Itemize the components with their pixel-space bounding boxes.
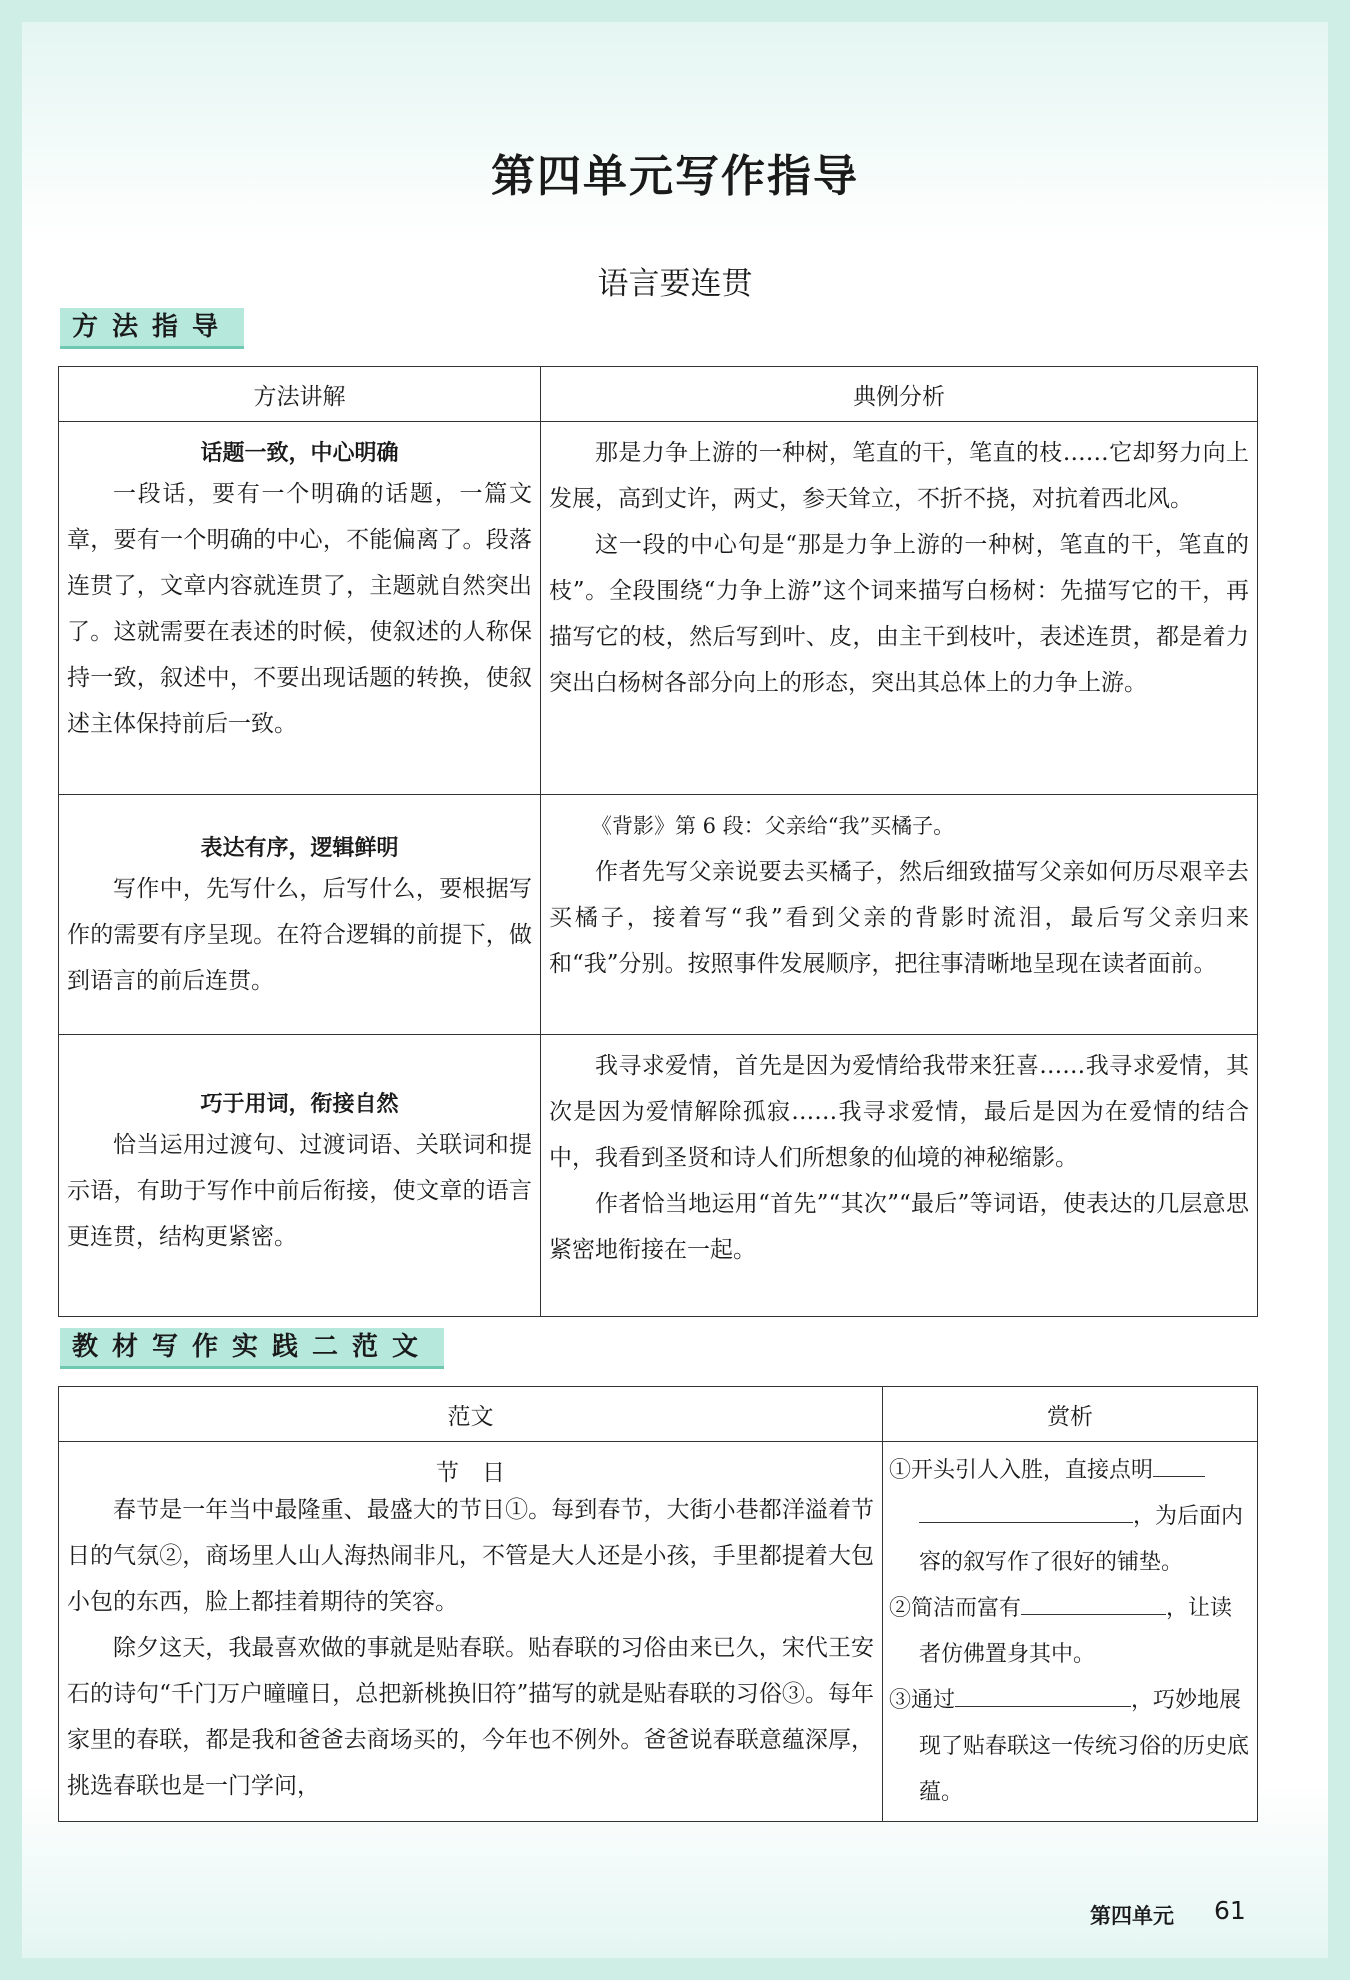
section-tag-model-essay: 教材写作实践二范文 — [60, 1328, 444, 1369]
column-header-method: 方法讲解 — [59, 367, 541, 422]
analysis-cell — [883, 1442, 1258, 1822]
example-text: 我寻求爱情，首先是因为爱情给我带来狂喜……我寻求爱情，其次是因为爱情解除孤寂……我寻求爱情，最后是因为在爱情的结合中，我看到圣贤和诗人们所想象的仙境的神秘缩影。 — [549, 1053, 1249, 1171]
page-subtitle: 语言要连贯 — [597, 266, 753, 302]
answer-blank[interactable] — [1021, 1590, 1166, 1615]
method-heading: 话题一致，中心明确 — [200, 441, 399, 466]
essay-paragraph: 春节是一年当中最隆重、最盛大的节日①。每到春节，大街小巷都洋溢着节日的气氛②，商场里人山人海热闹非凡，不管是大人还是小孩，手里都提着大包小包的东西，脸上都挂着期待的笑容。 — [67, 1497, 874, 1615]
page-title: 第四单元写作指导 — [491, 151, 859, 202]
method-cell — [59, 1035, 541, 1317]
method-text: 一段话，要有一个明确的话题，一篇文章，要有一个明确的中心，不能偏离了。段落连贯了，文章内容就连贯了，主题就自然突出了。这就需要在表述的时候，使叙述的人称保持一致，叙述中，不要出现话题的转换，使叙述主体保持前后一致。 — [67, 481, 532, 737]
answer-blank[interactable] — [919, 1498, 1133, 1523]
answer-blank[interactable] — [1153, 1452, 1205, 1477]
answer-blank[interactable] — [955, 1682, 1131, 1707]
table-row — [59, 1035, 1258, 1317]
essay-title: 节 日 — [436, 1460, 505, 1486]
method-text: 写作中，先写什么，后写什么，要根据写作的需要有序呈现。在符合逻辑的前提下，做到语言的前后连贯。 — [67, 876, 532, 994]
method-cell — [59, 795, 541, 1035]
essay-table — [58, 1386, 1258, 1822]
page-number: 61 — [1214, 1896, 1246, 1925]
essay-paragraph: 除夕这天，我最喜欢做的事就是贴春联。贴春联的习俗由来已久，宋代王安石的诗句“千门万户曈曈日，总把新桃换旧符”描写的就是贴春联的习俗③。每年家里的春联，都是我和爸爸去商场买的，今年也不例外。爸爸说春联意蕴深厚，挑选春联也是一门学问， — [67, 1635, 874, 1799]
method-cell — [59, 422, 541, 795]
method-text: 恰当运用过渡句、过渡词语、关联词和提示语，有助于写作中前后衔接，使文章的语言更连贯，结构更紧密。 — [67, 1132, 532, 1250]
footer-unit-label: 第四单元 — [1090, 1904, 1174, 1928]
column-header-example: 典例分析 — [541, 367, 1258, 422]
essay-cell — [59, 1442, 883, 1822]
method-table — [58, 366, 1258, 1317]
analysis-note: ③通过 ，巧妙地展现了贴春联这一传统习俗的历史底蕴。 — [889, 1678, 1251, 1816]
table-row — [59, 422, 1258, 795]
example-analysis: 作者恰当地运用“首先”“其次”“最后”等词语，使表达的几层意思紧密地衔接在一起。 — [549, 1191, 1249, 1263]
table-row — [59, 1442, 1258, 1822]
example-text: 那是力争上游的一种树，笔直的干，笔直的枝……它却努力向上发展，高到丈许，两丈，参天耸立，不折不挠，对抗着西北风。 — [549, 440, 1249, 512]
example-text: 《背影》第 6 段：父亲给“我”买橘子。 — [591, 814, 955, 838]
column-header-analysis: 赏析 — [883, 1387, 1258, 1442]
example-analysis: 作者先写父亲说要去买橘子，然后细致描写父亲如何历尽艰辛去买橘子，接着写“我”看到父亲的背影时流泪，最后写父亲归来和“我”分别。按照事件发展顺序，把往事清晰地呈现在读者面前。 — [549, 859, 1249, 977]
analysis-note: ②简洁而富有 ，让读者仿佛置身其中。 — [889, 1586, 1251, 1678]
example-cell — [541, 795, 1258, 1035]
section-tag-method: 方法指导 — [60, 308, 244, 349]
table-row — [59, 795, 1258, 1035]
example-analysis: 这一段的中心句是“那是力争上游的一种树，笔直的干，笔直的枝”。全段围绕“力争上游”这个词来描写白杨树：先描写它的干，再描写它的枝，然后写到叶、皮，由主干到枝叶，表述连贯，都是着力突出白杨树各部分向上的形态，突出其总体上的力争上游。 — [549, 532, 1249, 696]
column-header-essay: 范文 — [59, 1387, 883, 1442]
example-cell — [541, 422, 1258, 795]
method-heading: 表达有序，逻辑鲜明 — [200, 836, 399, 861]
page — [22, 22, 1328, 1958]
analysis-note: ①开头引人入胜，直接点明，为后面内容的叙写作了很好的铺垫。 — [889, 1448, 1251, 1586]
example-cell — [541, 1035, 1258, 1317]
method-heading: 巧于用词，衔接自然 — [200, 1092, 399, 1117]
